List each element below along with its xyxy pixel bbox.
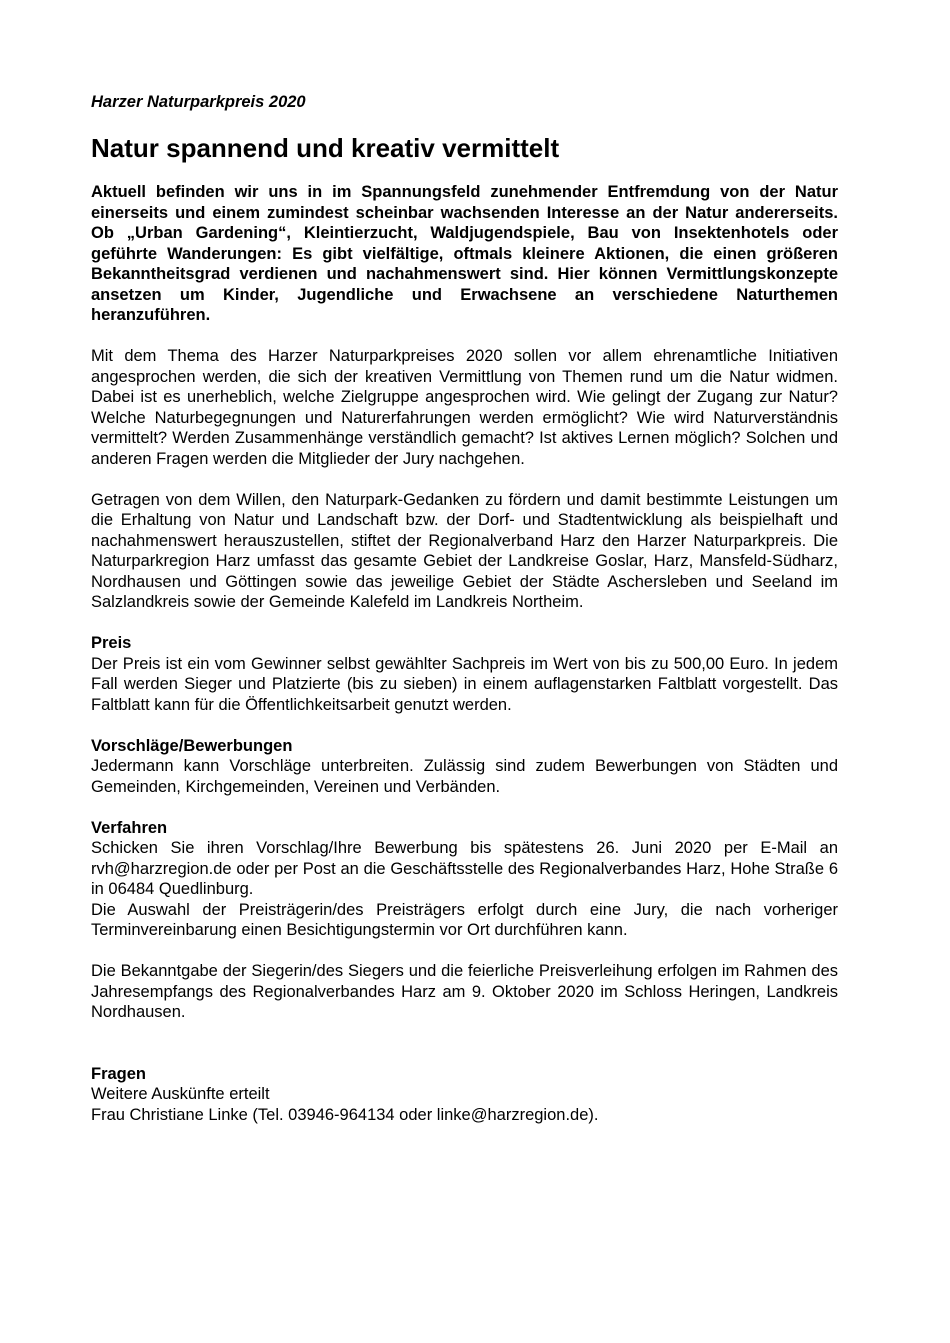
intro-paragraph: Aktuell befinden wir uns in im Spannungsfeld zunehmender Entfremdung von der Natur einerseits und einem zumindest scheinbar wachsenden Interesse an der Natur andererseits. Ob „Urban Gardening“, Kleintierzucht, Waldjugendspiele, Bau von Insektenhotels oder geführte Wanderungen: Es gibt vielfältige, oftmals kleinere Aktionen, die einen größeren Bekanntheitsgrad verdienen und nachahmenswert sind. Hier können Vermittlungskonzepte ansetzen um Kinder, Jugendliche und Erwachsene an verschiedene Naturthemen heranzuführen. [91, 183, 838, 324]
vorschlaege-paragraph: Jedermann kann Vorschläge unterbreiten. Zulässig sind zudem Bewerbungen von Städten und Gemeinden, Kirchgemeinden, Vereinen und Verbänden. [91, 757, 838, 796]
document-title: Natur spannend und kreativ vermittelt [91, 133, 560, 163]
document-subtitle: Harzer Naturparkpreis 2020 [91, 93, 306, 111]
section-heading-verfahren: Verfahren [91, 818, 168, 837]
section-fragen [91, 1064, 838, 1126]
getragen-paragraph: Getragen von dem Willen, den Naturpark-Gedanken zu fördern und damit bestimmte Leistungen um die Erhaltung von Natur und Landschaft bzw. der Dorf- und Stadtentwicklung als beispielhaft und nachahmenswert herauszustellen, stiftet der Regionalverband Harz den Harzer Naturparkpreis. Die Naturparkregion Harz umfasst das gesamte Gebiet der Landkreise Goslar, Harz, Mansfeld-Südharz, Nordhausen und Göttingen sowie das jeweilige Gebiet der Städte Aschersleben und Seeland im Salzlandkreis sowie der Gemeinde Kalefeld im Landkreis Northeim. [91, 490, 838, 611]
fragen-contact-line: Frau Christiane Linke (Tel. 03946-964134 oder linke@harzregion.de). [91, 1105, 599, 1124]
section-heading-preis: Preis [91, 634, 132, 652]
thema-paragraph: Mit dem Thema des Harzer Naturparkpreises 2020 sollen vor allem ehrenamtliche Initiativen angesprochen werden, die sich der kreativen Vermittlung von Themen rund um die Natur widmen. Dabei ist es unerheblich, welche Zielgruppe angesprochen wird. Wie gelingt der Zugang zur Natur? Welche Naturbegegnungen und Naturerfahrungen werden ermöglicht? Wie wird Naturverständnis vermittelt? Werden Zusammenhänge verständlich gemacht? Ist aktives Lernen möglich? Solchen und anderen Fragen werden die Mitglieder der Jury nachgehen. [91, 347, 838, 468]
section-vorschlaege [91, 736, 838, 798]
verfahren-paragraph-1: Schicken Sie ihren Vorschlag/Ihre Bewerbung bis spätestens 26. Juni 2020 per E-Mail an rvh@harzregion.de oder per Post an die Geschäftsstelle des Regionalverbandes Harz, Hohe Straße 6 in 06484 Quedlinburg. [91, 839, 838, 898]
verfahren-paragraph-3: Die Bekanntgabe der Siegerin/des Siegers und die feierliche Preisverleihung erfolgen im Rahmen des Jahresempfangs des Regionalverbandes Harz am 9. Oktober 2020 im Schloss Heringen, Landkreis Nordhausen. [91, 962, 838, 1021]
section-heading-vorschlaege: Vorschläge/Bewerbungen [91, 736, 293, 755]
verfahren-paragraph-2: Die Auswahl der Preisträgerin/des Preisträgers erfolgt durch eine Jury, die nach vorheriger Terminvereinbarung einen Besichtigungstermin vor Ort durchführen kann. [91, 900, 838, 939]
preis-paragraph: Der Preis ist ein vom Gewinner selbst gewählter Sachpreis im Wert von bis zu 500,00 Euro. In jedem Fall werden Sieger und Platzierte (bis zu sieben) in einem auflagenstarken Faltblatt vorgestellt. Das Faltblatt kann für die Öffentlichkeitsarbeit genutzt werden. [91, 654, 838, 714]
section-preis [91, 633, 838, 715]
section-verfahren [91, 818, 838, 1023]
fragen-line-1: Weitere Auskünfte erteilt [91, 1085, 270, 1103]
document-page [91, 91, 838, 1125]
section-heading-fragen: Fragen [91, 1064, 147, 1083]
